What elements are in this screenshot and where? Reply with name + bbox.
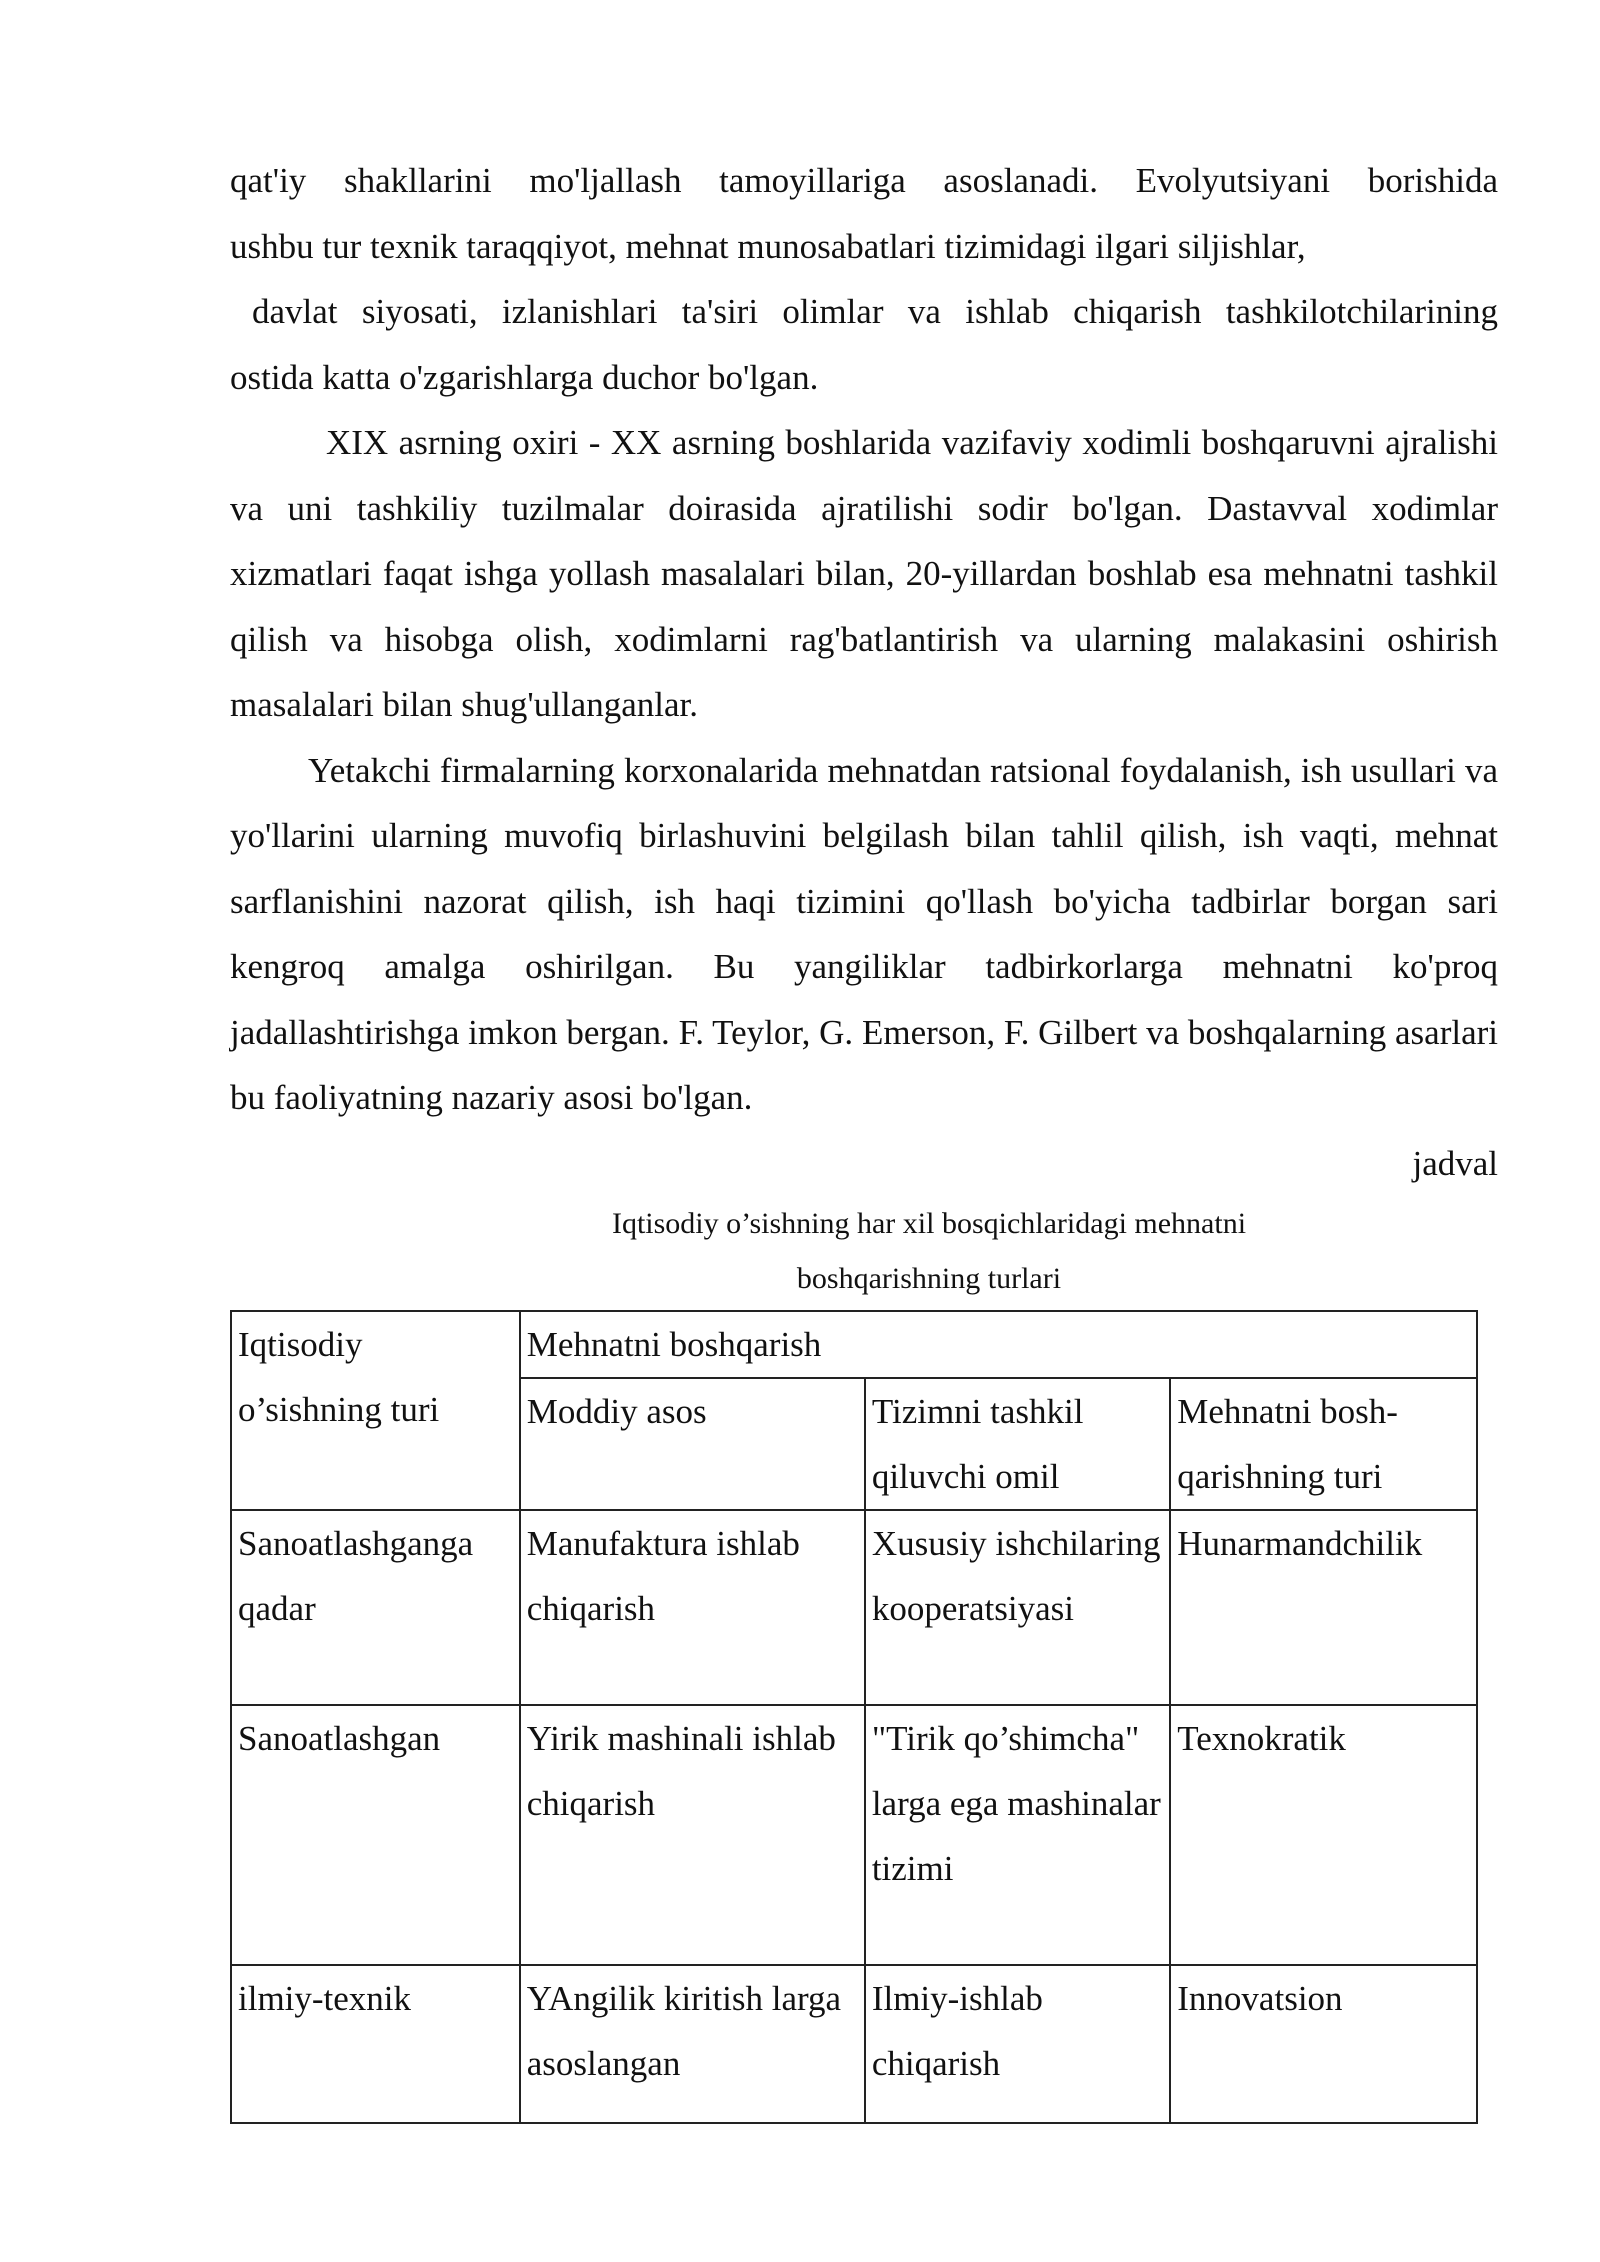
table-row <box>231 1965 1477 2123</box>
table-cell: Sanoatlashganga qadar <box>231 1510 520 1705</box>
header-labor-management: Mehnatni boshqarish <box>520 1311 1477 1378</box>
table-caption-line-1: Iqtisodiy o’sishning har xil bosqichlaridagi mehnatni <box>611 1207 1247 1240</box>
subheader-material-basis: Moddiy asos <box>520 1378 865 1510</box>
table-row <box>231 1705 1477 1965</box>
paragraph-2: XIX asrning oxiri - XX asrning boshlarida vazifaviy xodimli boshqaruvni ajralishi va uni tashkiliy tuzilmalar doirasida ajratilishi sodir bo'lgan. Dastavval xodimlar xizmatlari faqat ishga yollash masalalari bilan, 20-yillardan boshlab esa mehnatni tashkil qilish va hisobga olish, xodimlarni rag'batlantirish va ularning malakasini oshirish masalalari bilan shug'ullanganlar. <box>230 423 1498 724</box>
paragraph-1-line-1: qat'iy shakllarini mo'ljallash tamoyillariga asoslanadi. Evolyutsiyani borishida <box>230 161 1498 200</box>
table-cell: Innovatsion <box>1170 1965 1477 2123</box>
table-header-row <box>231 1311 1477 1378</box>
subheader-management-type: Mehnatni bosh-qarishning turi <box>1170 1378 1477 1510</box>
subheader-system-factor: Tizimni tashkil qiluvchi omil <box>865 1378 1170 1510</box>
table-cell: Sanoatlashgan <box>231 1705 520 1965</box>
table-cell: Hunarmandchilik <box>1170 1510 1477 1705</box>
document-page <box>230 148 1498 1306</box>
table-cell: ilmiy-texnik <box>231 1965 520 2123</box>
header-economic-growth-type: Iqtisodiy o’sishning turi <box>231 1311 520 1510</box>
table-label: jadval <box>1412 1143 1498 1183</box>
table-cell: YAngilik kiritish larga asoslangan <box>520 1965 865 2123</box>
labor-management-table <box>230 1310 1478 2124</box>
table-cell: Manufaktura ishlab chiqarish <box>520 1510 865 1705</box>
table-cell: Yirik mashinali ishlab chiqarish <box>520 1705 865 1965</box>
table-cell: Ilmiy-ishlab chiqarish <box>865 1965 1170 2123</box>
table-cell: "Tirik qo’shimcha" larga ega mashinalar tizimi <box>865 1705 1170 1965</box>
table-cell: Xususiy ishchilaring kooperatsiyasi <box>865 1510 1170 1705</box>
table-row <box>231 1510 1477 1705</box>
paragraph-1-line-2: ushbu tur texnik taraqqiyot, mehnat munosabatlari tizimidagi ilgari siljishlar, <box>230 226 1306 266</box>
paragraph-1-line-4: ostida katta o'zgarishlarga duchor bo'lgan. <box>230 357 819 397</box>
paragraph-1 <box>230 148 1498 410</box>
table-caption-line-2: boshqarishning turlari <box>796 1262 1062 1295</box>
table-cell: Texnokratik <box>1170 1705 1477 1965</box>
paragraph-1-line-3: davlat siyosati, izlanishlari ta'siri olimlar va ishlab chiqarish tashkilotchilarining <box>252 292 1498 331</box>
paragraph-3: Yetakchi firmalarning korxonalarida mehnatdan ratsional foydalanish, ish usullari va yo'llarini ularning muvofiq birlashuvini belgilash bilan tahlil qilish, ish vaqti, mehnat sarflanishini nazorat qilish, ish haqi tizimini qo'llash bo'yicha tadbirlar borgan sari kengroq amalga oshirilgan. Bu yangiliklar tadbirkorlarga mehnatni ko'proq jadallashtirishga imkon bergan. F. Teylor, G. Emerson, F. Gilbert va boshqalarning asarlari bu faoliyatning nazariy asosi bo'lgan. <box>230 750 1498 1117</box>
